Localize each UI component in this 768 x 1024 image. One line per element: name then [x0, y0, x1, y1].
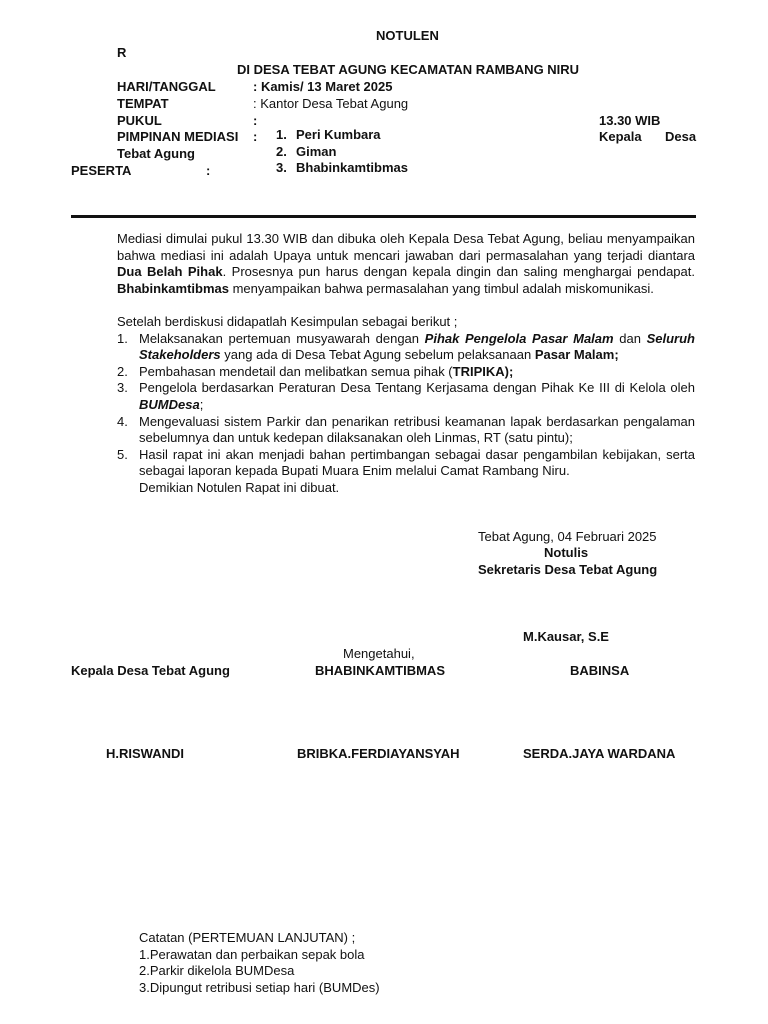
pimpinan-value-2: Desa — [665, 129, 697, 144]
peserta-name-1: Peri Kumbara — [296, 127, 381, 142]
notes-item: 2.Parkir dikelola BUMDesa — [139, 963, 295, 978]
item3-text-a: Pengelola berdasarkan Peraturan Desa Tentang Kerjasama dengan Pihak Ke III di Kelola oleh — [139, 380, 695, 396]
item1-text-d: Seluruh Stakeholders — [139, 330, 695, 363]
peserta-name-2: Giman — [296, 144, 337, 159]
item1-text-c: dan — [613, 330, 647, 346]
peserta-num-3: 3. — [276, 160, 287, 175]
peserta-num-1: 1. — [276, 127, 287, 142]
opening-text-e: menyampaikan bahwa permasalahan yang timbul adalah miskomunikasi. — [228, 280, 654, 296]
list-item — [117, 447, 695, 497]
pimpinan-colon: : — [253, 129, 258, 144]
notes-item: 1.Perawatan dan perbaikan sepak bola — [139, 946, 365, 962]
item1-text-f: Pasar Malam; — [534, 347, 619, 363]
opening-text-c: . Prosesnya pun harus dengan kepala dingin dan saling menghargai pendapat. — [222, 264, 695, 280]
tempat-label: TEMPAT — [117, 96, 169, 111]
bhabinkamtibmas-title: BHABINKAMTIBMAS — [315, 663, 445, 678]
item1-text-a: Melaksanakan pertemuan musyawarah dengan — [139, 330, 425, 346]
notes-item: 3.Dipungut retribusi setiap hari (BUMDes) — [139, 979, 380, 995]
item5-text-a: Hasil rapat ini akan menjadi bahan pertimbangan sebagai dasar pengambilan kebijakan, serta sebagai laporan kepada Bupati Muara Enim melalui Camat Rambang Niru. — [139, 446, 695, 479]
header-divider — [71, 215, 696, 218]
conclusion-intro: Setelah berdiskusi didapatlah Kesimpulan sebagai berikut ; — [117, 313, 458, 329]
peserta-colon: : — [206, 163, 211, 178]
document-title: NOTULEN — [376, 28, 439, 43]
place-date: Tebat Agung, 04 Februari 2025 — [478, 529, 657, 544]
item4-text-a: Mengevaluasi sistem Parkir dan penarikan retribusi keamanan lapak berdasarkan pengalaman sebelumnya dan untuk kedepan dilaksanakan oleh Linmas, RT (satu pintu); — [139, 413, 695, 446]
item1-text-b: Pihak Pengelola Pasar Malam — [424, 330, 614, 346]
list-item-number: 5. — [117, 446, 128, 462]
list-item — [117, 414, 695, 447]
document-subtitle: DI DESA TEBAT AGUNG KECAMATAN RAMBANG NIRU — [237, 62, 580, 77]
item2-text-a: Pembahasan mendetail dan melibatkan semua pihak ( — [139, 363, 453, 379]
peserta-num-2: 2. — [276, 144, 287, 159]
item3-text-b: BUMDesa — [139, 396, 200, 412]
list-item — [117, 331, 695, 364]
pukul-label: PUKUL — [117, 113, 162, 128]
tempat-value: : Kantor Desa Tebat Agung — [253, 96, 409, 111]
list-item-number: 1. — [117, 330, 128, 346]
kepala-desa-name: H.RISWANDI — [106, 746, 184, 761]
item1-text-e: yang ada di Desa Tebat Agung sebelum pelaksanaan — [220, 347, 535, 363]
item2-text-b: TRIPIKA); — [452, 363, 514, 379]
stray-letter-r: R — [117, 45, 127, 60]
babinsa-name: SERDA.JAYA WARDANA — [523, 746, 676, 761]
babinsa-title: BABINSA — [570, 663, 630, 678]
minutes-body — [117, 231, 695, 497]
closing-text: Demikian Notulen Rapat ini dibuat. — [139, 479, 340, 495]
mengetahui-label: Mengetahui, — [343, 646, 415, 661]
hari-tanggal-label: HARI/TANGGAL — [117, 79, 216, 94]
peserta-label: PESERTA — [71, 163, 132, 178]
list-item-number: 3. — [117, 380, 128, 396]
pimpinan-value-1: Kepala — [599, 129, 642, 144]
opening-text-b: Dua Belah Pihak — [117, 264, 223, 280]
pukul-colon: : — [253, 113, 258, 128]
bhabinkamtibmas-name: BRIBKA.FERDIAYANSYAH — [297, 746, 460, 761]
follow-up-notes — [139, 930, 380, 996]
kepala-desa-title: Kepala Desa Tebat Agung — [71, 663, 230, 678]
notulis-name: M.Kausar, S.E — [523, 629, 609, 644]
hari-tanggal-value: : Kamis/ 13 Maret 2025 — [253, 79, 393, 94]
list-item — [117, 364, 695, 381]
list-item-number: 4. — [117, 413, 128, 429]
notulis-label: Notulis — [544, 545, 589, 560]
opening-text-d: Bhabinkamtibmas — [117, 280, 229, 296]
peserta-name-3: Bhabinkamtibmas — [296, 160, 408, 175]
notulis-role: Sekretaris Desa Tebat Agung — [478, 562, 658, 577]
opening-text-a: Mediasi dimulai pukul 13.30 WIB dan dibuka oleh Kepala Desa Tebat Agung, beliau menyampaikan bahwa mediasi ini adalah Upaya untuk mencari jawaban dari permasalahan yang terjadi diantara — [117, 231, 695, 263]
list-item — [117, 380, 695, 413]
pimpinan-label: PIMPINAN MEDIASI — [117, 129, 239, 144]
pimpinan-value-3: Tebat Agung — [117, 146, 195, 161]
opening-paragraph — [117, 231, 695, 297]
notes-title: Catatan (PERTEMUAN LANJUTAN) ; — [139, 930, 356, 945]
conclusion-list — [117, 331, 695, 497]
item3-text-c: ; — [199, 396, 204, 412]
pukul-value: 13.30 WIB — [599, 113, 661, 128]
list-item-number: 2. — [117, 363, 128, 379]
